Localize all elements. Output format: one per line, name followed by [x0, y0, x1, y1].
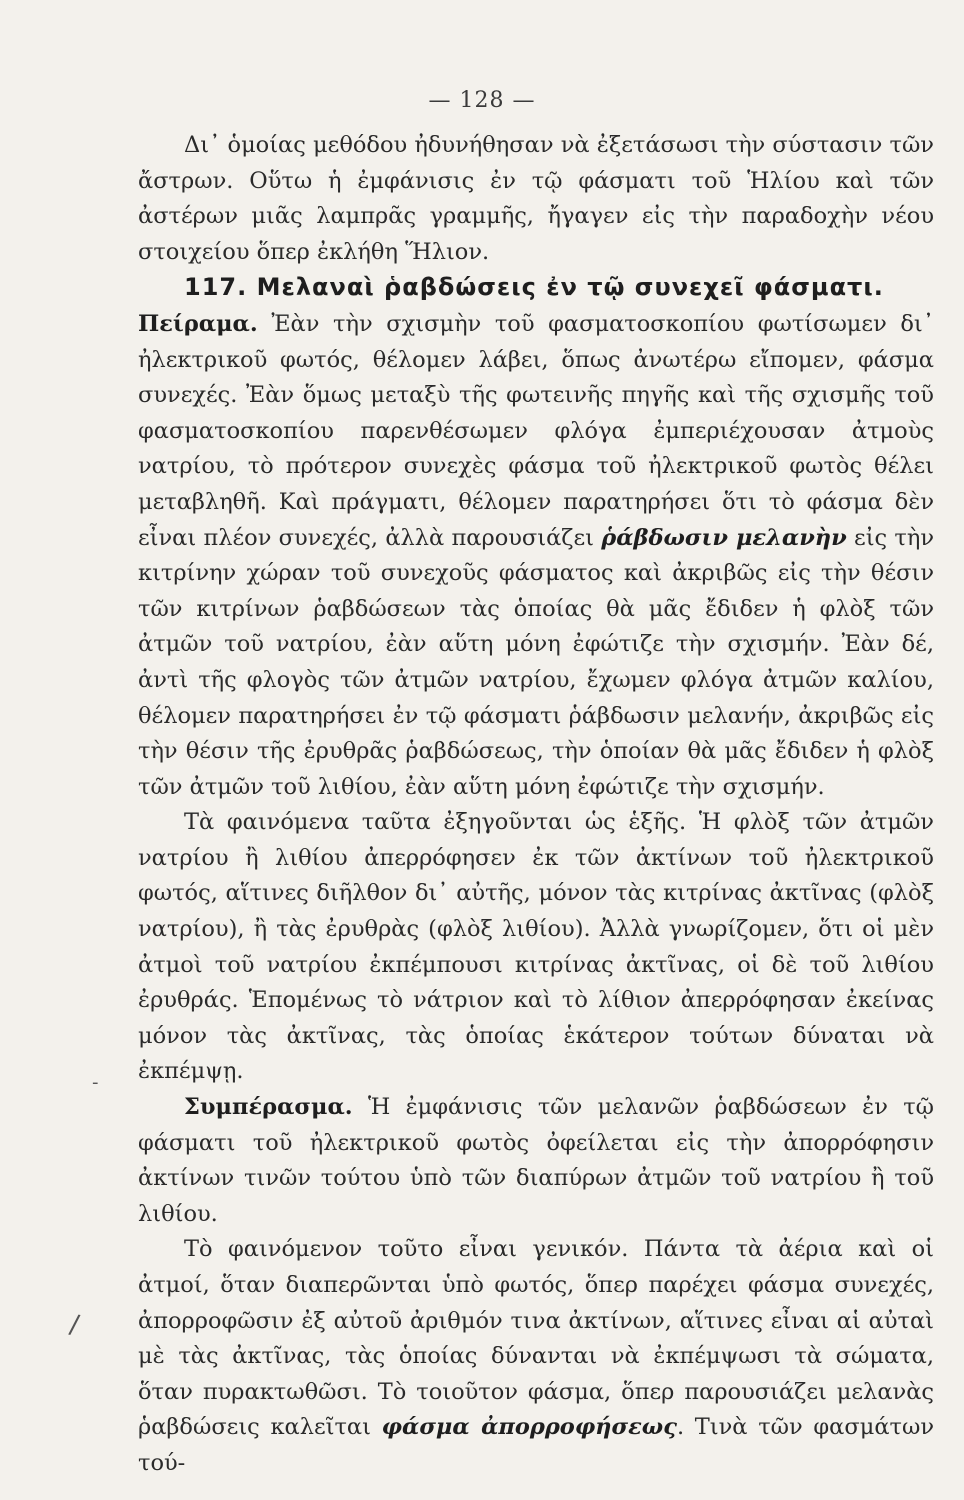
- paragraph-conclusion: [138, 1090, 934, 1232]
- absorption-spectrum-term: φάσμα ἀπορροφήσεως: [381, 1414, 677, 1441]
- experiment-text-b: εἰς τὴν κιτρίνην χώραν τοῦ συνεχοῦς φάσματος καὶ ἀκριβῶς εἰς τὴν θέσιν τῶν κιτρίνων ῥαβδώσεων τὰς ὁποίας θὰ μᾶς ἔδιδεν ἡ φλὸξ τῶν ἀτμῶν τοῦ νατρίου, ἐὰν αὕτη μόνη ἐφώτιζε τὴν σχισμήν. Ἐὰν δέ, ἀντὶ τῆς φλογὸς τῶν ἀτμῶν νατρίου, ἔχωμεν φλόγα ἀτμῶν καλίου, θέλομεν παρατηρήσει ἐν τῷ φάσματι ῥάβδωσιν μελανήν, ἀκριβῶς εἰς τὴν θέσιν τῆς ἐρυθρᾶς ῥαβδώσεως, τὴν ὁποίαν θὰ μᾶς ἔδιδεν ἡ φλὸξ τῶν ἀτμῶν τοῦ λιθίου, ἐὰν αὕτη μόνη ἐφώτιζε τὴν σχισμήν.: [138, 524, 935, 800]
- paragraph-explanation: Τὰ φαινόμενα ταῦτα ἐξηγοῦνται ὡς ἑξῆς. Ἡ φλὸξ τῶν ἀτμῶν νατρίου ἢ λιθίου ἀπερρόφησεν ἐκ τῶν ἀκτίνων τοῦ ἠλεκτρικοῦ φωτός, αἵτινες διῆλθον δι᾽ αὐτῆς, μόνον τὰς κιτρίνας ἀκτῖνας (φλὸξ νατρίου), ἢ τὰς ἐρυθρὰς (φλὸξ λιθίου). Ἀλλὰ γνωρίζομεν, ὅτι οἱ μὲν ἀτμοὶ τοῦ νατρίου ἐκπέμπουσι κιτρίνας ἀκτῖνας, οἱ δὲ τοῦ λιθίου ἐρυθράς. Ἑπομένως τὸ νάτριον καὶ τὸ λίθιον ἀπερρόφησαν ἐκείνας μόνον τὰς ἀκτῖνας, τὰς ὁποίας ἑκάτερον τούτων δύναται νὰ ἐκπέμψῃ.: [138, 809, 934, 1085]
- margin-pen-mark: /: [67, 1309, 82, 1341]
- paragraph-experiment: [138, 307, 934, 805]
- body-text: [138, 128, 934, 1482]
- dark-bands-term: ῥάβδωσιν μελανὴν: [601, 524, 847, 551]
- conclusion-text: Ἡ ἐμφάνισις τῶν μελανῶν ῥαβδώσεων ἐν τῷ φάσματι τοῦ ἠλεκτρικοῦ φωτὸς ὀφείλεται εἰς τὴν ἀπορρόφησιν ἀκτίνων τινῶν τούτου ὑπὸ τῶν διαπύρων ἀτμῶν τοῦ νατρίου ἢ τοῦ λιθίου.: [138, 1094, 934, 1227]
- section-heading: 117. Μελαναὶ ῥαβδώσεις ἐν τῷ συνεχεῖ φάσματι.: [184, 273, 884, 302]
- conclusion-label: Συμπέρασμα.: [184, 1094, 353, 1121]
- experiment-label: Πείραμα.: [138, 310, 258, 337]
- margin-dash-mark: -: [92, 1072, 99, 1093]
- experiment-text-a: Ἐὰν τὴν σχισμὴν τοῦ φασματοσκοπίου φωτίσωμεν δι᾽ ἠλεκτρικοῦ φωτός, θέλομεν λάβει, ὅπως ἀνωτέρω εἴπομεν, φάσμα συνεχές. Ἐὰν ὅμως μεταξὺ τῆς φωτεινῆς πηγῆς καὶ τῆς σχισμῆς τοῦ φασματοσκοπίου παρενθέσωμεν φλόγα ἐμπεριέχουσαν ἀτμοὺς νατρίου, τὸ πρότερον συνεχὲς φάσμα τοῦ ἠλεκτρικοῦ φωτὸς θέλει μεταβληθῆ. Καὶ πράγματι, θέλομεν παρατηρήσει ὅτι τὸ φάσμα δὲν εἶναι πλέον συνεχές, ἀλλὰ παρουσιάζει: [138, 310, 934, 551]
- section-heading-paragraph: [138, 270, 934, 307]
- general-text-a: Τὸ φαινόμενον τοῦτο εἶναι γενικόν.: [184, 1236, 644, 1263]
- paragraph-general-phenomenon: [138, 1232, 934, 1481]
- general-text-b: Πάντα τὰ ἀέρια καὶ οἱ ἀτμοί, ὅταν διαπερῶνται ὑπὸ φωτός, ὅπερ παρέχει φάσμα συνεχές, ἀπορροφῶσιν ἐξ αὐτοῦ ἀριθμόν τινα ἀκτίνων, αἵτινες εἶναι αἱ αὐταὶ μὲ τὰς ἀκτῖνας, τὰς ὁποίας δύνανται νὰ ἐκπέμψωσι τὰ σώματα, ὅταν πυρακτωθῶσι. Τὸ τοιοῦτον φάσμα, ὅπερ παρουσιάζει μελανὰς ῥαβδώσεις καλεῖται: [138, 1236, 934, 1441]
- paragraph-stellar-composition: Δι᾽ ὁμοίας μεθόδου ἠδυνήθησαν νὰ ἐξετάσωσι τὴν σύστασιν τῶν ἄστρων. Οὕτω ἡ ἐμφάνισις ἐν τῷ φάσματι τοῦ Ἡλίου καὶ τῶν ἀστέρων μιᾶς λαμπρᾶς γραμμῆς, ἤγαγεν εἰς τὴν παραδοχὴν νέου στοιχείου ὅπερ ἐκλήθη Ἥλιον.: [138, 132, 934, 265]
- general-text-c: . Τινὰ τῶν φασμάτων τού-: [138, 1414, 934, 1476]
- page-number: — 128 —: [428, 88, 536, 113]
